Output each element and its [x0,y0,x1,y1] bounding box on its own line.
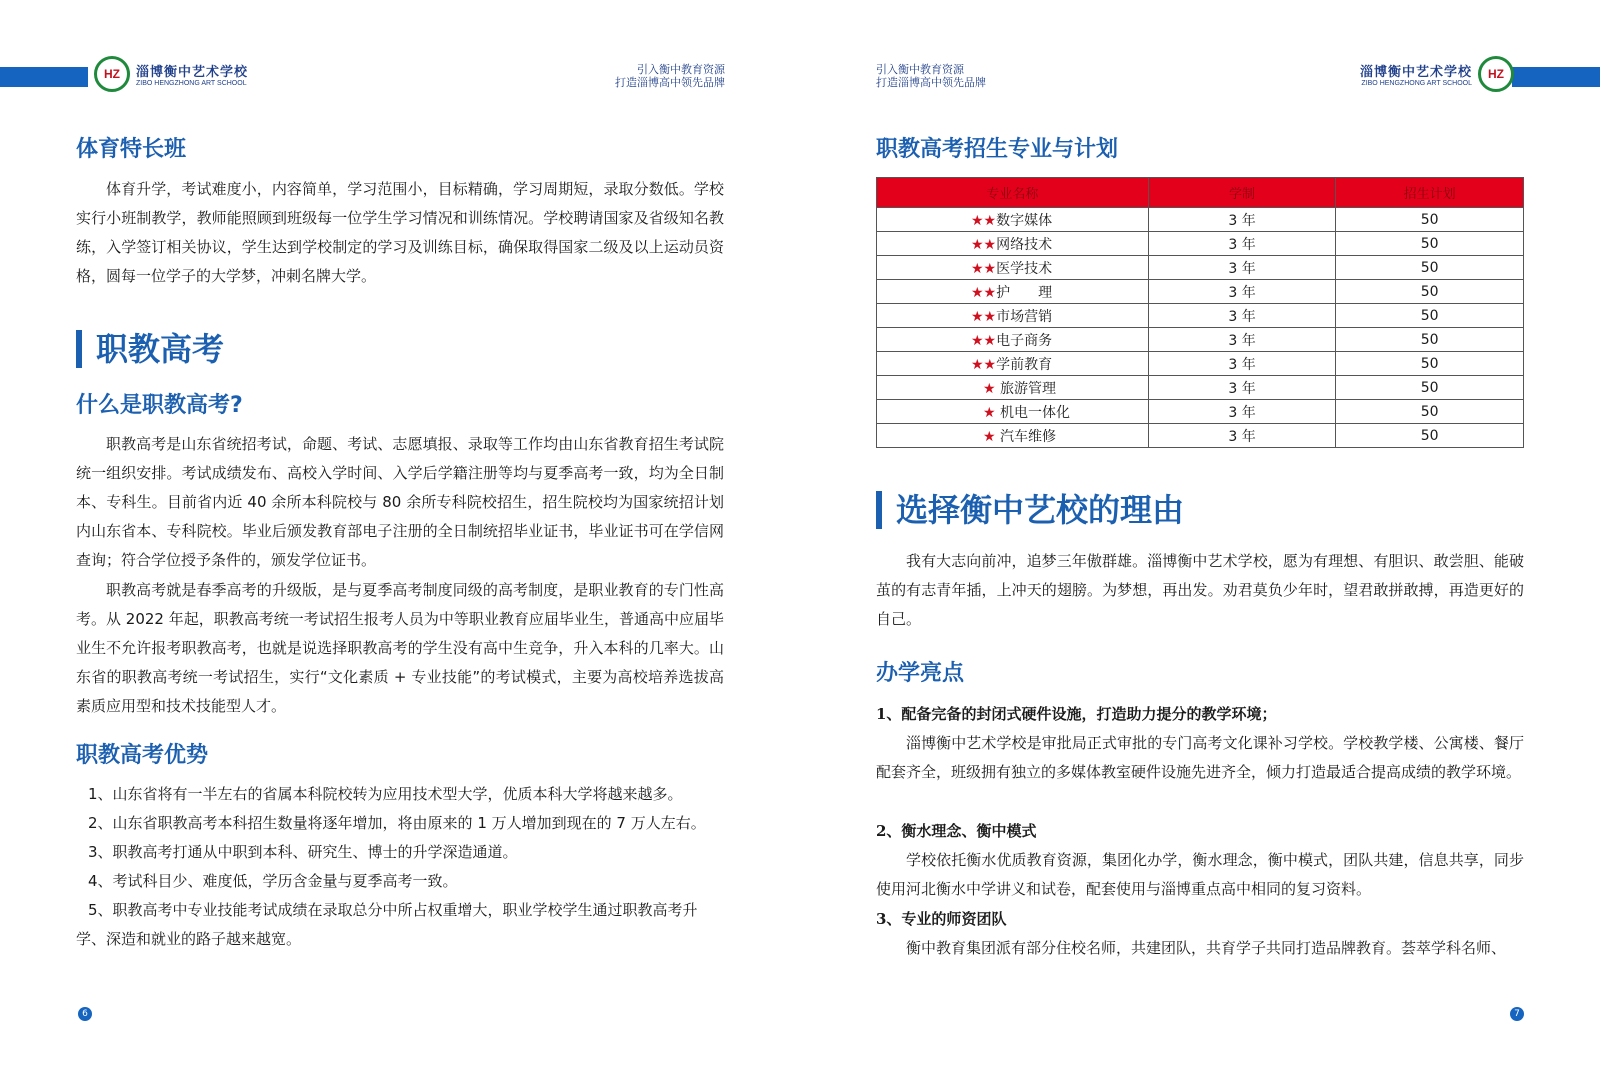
years-cell: 3 年 [1148,208,1336,232]
major-name-cell [877,352,1149,376]
table-row [877,256,1524,280]
major-name-cell [877,232,1149,256]
table-row [877,352,1524,376]
major-name: 机电一体化 [995,404,1071,421]
plan-cell: 50 [1336,400,1524,424]
table-row [877,376,1524,400]
major-name: 医学技术 [996,260,1053,277]
sports-class-body: 体育升学，考试难度小，内容简单，学习范围小，目标精确，学习周期短，录取分数低。学校实行小班制教学，教师能照顾到班级每一位学生学习情况和训练情况。学校聘请国家及省级知名教练，入学签订相关协议，学生达到学校制定的学习及训练目标，确保取得国家二级及以上运动员资格，圆每一位学子的大学梦，冲刺名牌大学。 [76,180,724,285]
header-bar-right [1512,67,1600,87]
major-name: 数字媒体 [996,212,1053,229]
major-name-cell [877,208,1149,232]
major-name-cell [877,424,1149,448]
star-icon: ★★ [971,236,997,253]
years-cell: 3 年 [1148,232,1336,256]
slogan-right: 引入衡中教育资源 打造淄博高中领先品牌 [876,63,986,89]
star-icon: ★★ [971,284,997,301]
column-header-major: 专业名称 [877,178,1149,208]
major-name: 市场营销 [996,308,1053,325]
years-cell: 3 年 [1148,424,1336,448]
school-emblem-icon: HZ [1478,56,1514,92]
what-is-vocational-p2: 职教高考就是春季高考的升级版，是与夏季高考制度同级的高考制度，是职业教育的专门性高考。从 2022 年起，职教高考统一考试招生报考人员为中等职业教育应届毕业生，普通高中应届毕业生不允许报考职教高考，也就是说选择职教高考的学生没有高中生竞争，升入本科的几率大。山东省的职教高考统一考试招生，实行“文化素质 + 专业技能”的考试模式，主要为高校培养选拔高素质应用型和技术技能型人才。 [76,581,724,715]
enrollment-plan-title: 职教高考招生专业与计划 [876,137,1119,162]
table-row [877,424,1524,448]
plan-cell: 50 [1336,280,1524,304]
table-row [877,280,1524,304]
right-page [800,0,1600,1085]
major-name: 护 理 [996,284,1053,301]
star-icon: ★★ [971,356,997,373]
star-icon: ★★ [971,332,997,349]
column-header-plan: 招生计划 [1336,178,1524,208]
table-row [877,328,1524,352]
years-cell: 3 年 [1148,304,1336,328]
school-name-cn: 淄博衡中艺术学校 [136,65,249,80]
vocational-advantages-list [76,780,724,954]
sports-class-title: 体育特长班 [76,137,187,162]
highlight-3-title: 3、专业的师资团队 [876,910,1007,928]
major-name: 汽车维修 [995,428,1057,445]
school-logo-left [94,56,248,92]
plan-cell: 50 [1336,424,1524,448]
major-name-cell [877,280,1149,304]
table-row [877,232,1524,256]
plan-cell: 50 [1336,376,1524,400]
list-item: 4、考试科目少、难度低，学历含金量与夏季高考一致。 [88,872,458,890]
highlight-3-body: 衡中教育集团派有部分住校名师，共建团队，共育学子共同打造品牌教育。荟萃学科名师、 [906,939,1507,957]
major-name-cell [877,328,1149,352]
star-icon: ★ [983,428,996,445]
star-icon: ★★ [971,212,997,229]
what-is-vocational-title: 什么是职教高考? [76,393,243,418]
highlight-2-body: 学校依托衡水优质教育资源，集团化办学，衡水理念，衡中模式，团队共建，信息共享，同步使用河北衡水中学讲义和试卷，配套使用与淄博重点高中相同的复习资料。 [876,851,1524,898]
major-name: 旅游管理 [995,380,1057,397]
table-row [877,208,1524,232]
major-name: 电子商务 [996,332,1053,349]
column-header-years: 学制 [1148,178,1336,208]
vocational-exam-heading: 职教高考 [76,330,224,368]
plan-cell: 50 [1336,208,1524,232]
major-name: 学前教育 [996,356,1053,373]
major-name: 网络技术 [996,236,1053,253]
major-name-cell [877,256,1149,280]
school-name-en: ZIBO HENGZHONG ART SCHOOL [136,80,247,87]
years-cell: 3 年 [1148,256,1336,280]
plan-cell: 50 [1336,352,1524,376]
major-name-cell [877,400,1149,424]
reasons-heading: 选择衡中艺校的理由 [876,491,1184,529]
star-icon: ★ [983,380,996,397]
major-name-cell [877,304,1149,328]
plan-cell: 50 [1336,232,1524,256]
star-icon: ★★ [971,260,997,277]
table-header-row [877,178,1524,208]
list-item: 2、山东省职教高考本科招生数量将逐年增加，将由原来的 1 万人增加到现在的 7 万人左右。 [88,814,706,832]
plan-cell: 50 [1336,304,1524,328]
header-bar-left [0,67,88,87]
school-emblem-icon: HZ [94,56,130,92]
school-logo-right [1360,56,1514,92]
school-name-en: ZIBO HENGZHONG ART SCHOOL [1361,80,1473,87]
page-number-left: 6 [78,1007,92,1021]
what-is-vocational-p1: 职教高考是山东省统招考试，命题、考试、志愿填报、录取等工作均由山东省教育招生考试院统一组织安排。考试成绩发布、高校入学时间、入学后学籍注册等均与夏季高考一致，均为全日制本、专科生。目前省内近 40 余所本科院校与 80 余所专科院校招生，招生院校均为国家统招计划内山东省本、专科院校。毕业后颁发教育部电子注册的全日制统招毕业证书，毕业证书可在学信网查询；符合学位授予条件的，颁发学位证书。 [76,435,724,569]
years-cell: 3 年 [1148,400,1336,424]
table-row [877,400,1524,424]
years-cell: 3 年 [1148,352,1336,376]
vocational-advantages-title: 职教高考优势 [76,743,209,768]
plan-cell: 50 [1336,328,1524,352]
list-item: 3、职教高考打通从中职到本科、研究生、博士的升学深造通道。 [88,843,518,861]
table-row [877,304,1524,328]
highlight-1-title: 1、配备完备的封闭式硬件设施，打造助力提分的教学环境； [876,705,1277,723]
list-item: 1、山东省将有一半左右的省属本科院校转为应用技术型大学，优质本科大学将越来越多。 [88,785,683,803]
star-icon: ★★ [971,308,997,325]
slogan-left: 引入衡中教育资源 打造淄博高中领先品牌 [615,63,725,89]
years-cell: 3 年 [1148,280,1336,304]
highlight-1-body: 淄博衡中艺术学校是审批局正式审批的专门高考文化课补习学校。学校教学楼、公寓楼、餐厅配套齐全，班级拥有独立的多媒体教室硬件设施先进齐全，倾力打造最适合提高成绩的教学环境。 [876,734,1524,781]
list-item: 5、职教高考中专业技能考试成绩在录取总分中所占权重增大，职业学校学生通过职教高考升学、深造和就业的路子越来越宽。 [76,901,698,948]
highlights-title: 办学亮点 [876,661,965,686]
star-icon: ★ [983,404,996,421]
plan-cell: 50 [1336,256,1524,280]
years-cell: 3 年 [1148,376,1336,400]
reasons-body: 我有大志向前冲，追梦三年傲群雄。淄博衡中艺术学校，愿为有理想、有胆识、敢尝胆、能破茧的有志青年插，上冲天的翅膀。为梦想，再出发。劝君莫负少年时，望君敢拼敢搏，再造更好的自己。 [876,552,1524,628]
enrollment-plan-rows [877,208,1524,448]
highlight-2-title: 2、衡水理念、衡中模式 [876,822,1037,840]
page-number-right: 7 [1510,1007,1524,1021]
enrollment-plan-table [876,177,1524,448]
school-name-cn: 淄博衡中艺术学校 [1360,65,1473,80]
major-name-cell [877,376,1149,400]
years-cell: 3 年 [1148,328,1336,352]
